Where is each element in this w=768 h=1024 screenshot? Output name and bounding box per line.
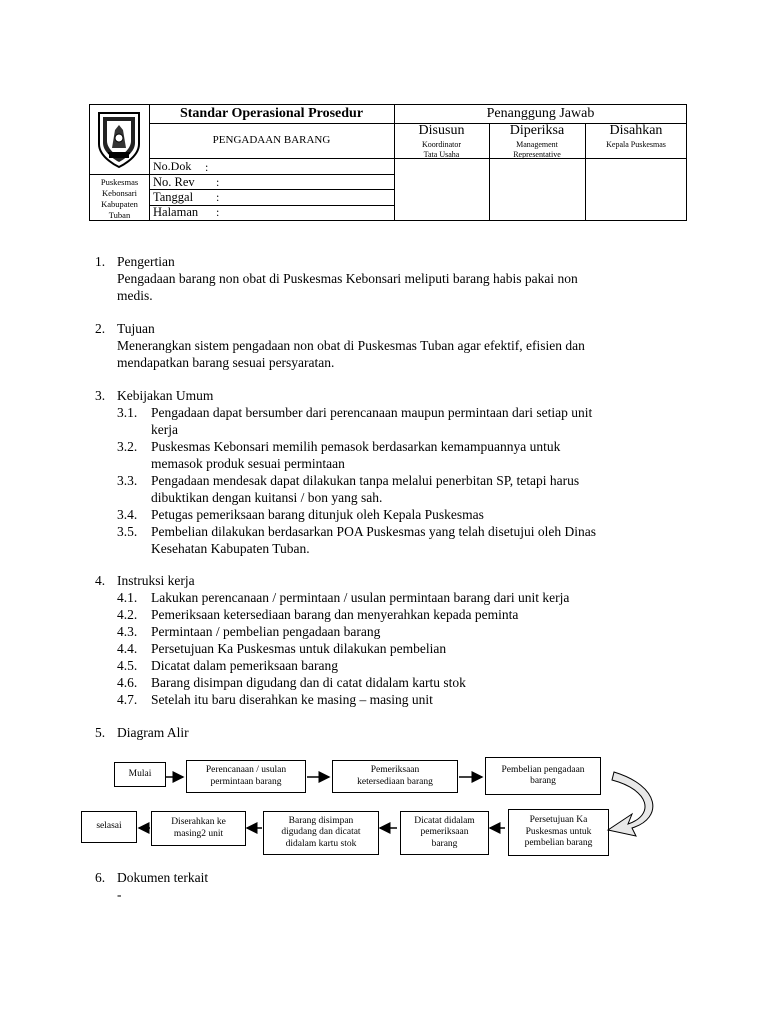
flow-perencanaan: Perencanaan / usulan permintaan barang (186, 760, 306, 793)
section-body: - (117, 887, 122, 902)
list-item: 3.1. Pengadaan dapat bersumber dari perencanaan maupun permintaan dari setiap unit kerja (117, 405, 593, 437)
org-name: Puskesmas Kebonsari Kabupaten Tuban (100, 177, 139, 220)
section-number: 3. (95, 388, 106, 403)
list-item: 4.3. Permintaan / pembelian pengadaan barang (117, 624, 381, 639)
col-disahkan: Disahkan (609, 123, 663, 138)
flow-mulai: Mulai (114, 762, 166, 787)
sop-title: Standar Operasional Prosedur (179, 106, 364, 121)
row-sep: : (216, 205, 220, 219)
col-diperiksa: Diperiksa (509, 123, 565, 138)
row-label: Halaman (153, 205, 199, 219)
list-item: 3.5. Pembelian dilakukan berdasarkan POA Puskesmas yang telah disetujui oleh Dinas Kesehatan Kabupaten Tuban. (117, 524, 597, 556)
list-item: 3.3. Pengadaan mendesak dapat dilakukan tanpa melalui penerbitan SP, tetapi harus dibuktikan dengan kuitansi / bon yang sah. (117, 473, 580, 505)
section-title: Pengertian (117, 254, 175, 269)
section-title: Diagram Alir (117, 725, 189, 740)
section-title: Instruksi kerja (117, 573, 195, 588)
section-number: 1. (95, 254, 106, 269)
section-dokumen (95, 869, 695, 903)
list-item: 4.7. Setelah itu baru diserahkan ke masing – masing unit (117, 692, 433, 707)
list-item: 3.4. Petugas pemeriksaan barang ditunjuk oleh Kepala Puskesmas (117, 507, 484, 522)
list-item: 4.4. Persetujuan Ka Puskesmas untuk dilakukan pembelian (117, 641, 447, 656)
row-sep: : (205, 160, 209, 174)
section-number: 2. (95, 321, 106, 336)
section-body: mendapatkan barang sesuai persyaratan. (117, 355, 335, 370)
row-sep: : (216, 190, 220, 204)
flow-diserahkan: Diserahkan ke masing2 unit (151, 811, 246, 846)
section-body: Menerangkan sistem pengadaan non obat di Puskesmas Tuban agar efektif, efisien dan (117, 338, 585, 353)
flow-selesai: selasai (81, 811, 137, 843)
section-number: 5. (95, 725, 106, 740)
list-item: 4.1. Lakukan perencanaan / permintaan / usulan permintaan barang dari unit kerja (117, 590, 570, 605)
row-label: No. Rev (153, 175, 195, 189)
section-body: medis. (117, 288, 153, 303)
section-number: 4. (95, 573, 106, 588)
section-title: Dokumen terkait (117, 870, 209, 885)
list-item: 4.6. Barang disimpan digudang dan di catat didalam kartu stok (117, 675, 466, 690)
col-disusun: Disusun (418, 123, 465, 138)
row-label: Tanggal (153, 190, 194, 204)
section-title: Kebijakan Umum (117, 388, 214, 403)
flow-pembelian: Pembelian pengadaan barang (485, 757, 601, 795)
section-title: Tujuan (117, 321, 155, 336)
row-label: No.Dok (153, 159, 192, 173)
sub-disusun: Koordinator Tata Usaha (421, 140, 462, 159)
list-item: 3.2. Puskesmas Kebonsari memilih pemasok berdasarkan kemampuannya untuk memasok produk sesuai permintaan (117, 439, 561, 471)
section-number: 6. (95, 870, 106, 885)
section-body: Pengadaan barang non obat di Puskesmas Kebonsari meliputi barang habis pakai non (117, 271, 578, 286)
list-item: 4.5. Dicatat dalam pemeriksaan barang (117, 658, 339, 673)
flow-disimpan: Barang disimpan digudang dan dicatat didalam kartu stok (263, 811, 379, 855)
list-item: 4.2. Pemeriksaan ketersediaan barang dan menyerahkan kepada peminta (117, 607, 519, 622)
flow-persetujuan: Persetujuan Ka Puskesmas untuk pembelian barang (508, 809, 609, 856)
document-title: PENGADAAN BARANG (212, 134, 331, 146)
sub-disahkan: Kepala Puskesmas (606, 140, 666, 149)
flow-pemeriksaan: Pemeriksaan ketersediaan barang (332, 760, 458, 793)
sub-diperiksa: Management Representative (513, 140, 561, 159)
row-sep: : (216, 175, 220, 189)
flow-dicatat: Dicatat didalam pemeriksaan barang (400, 811, 489, 855)
responsible-title: Penanggung Jawab (486, 106, 595, 121)
